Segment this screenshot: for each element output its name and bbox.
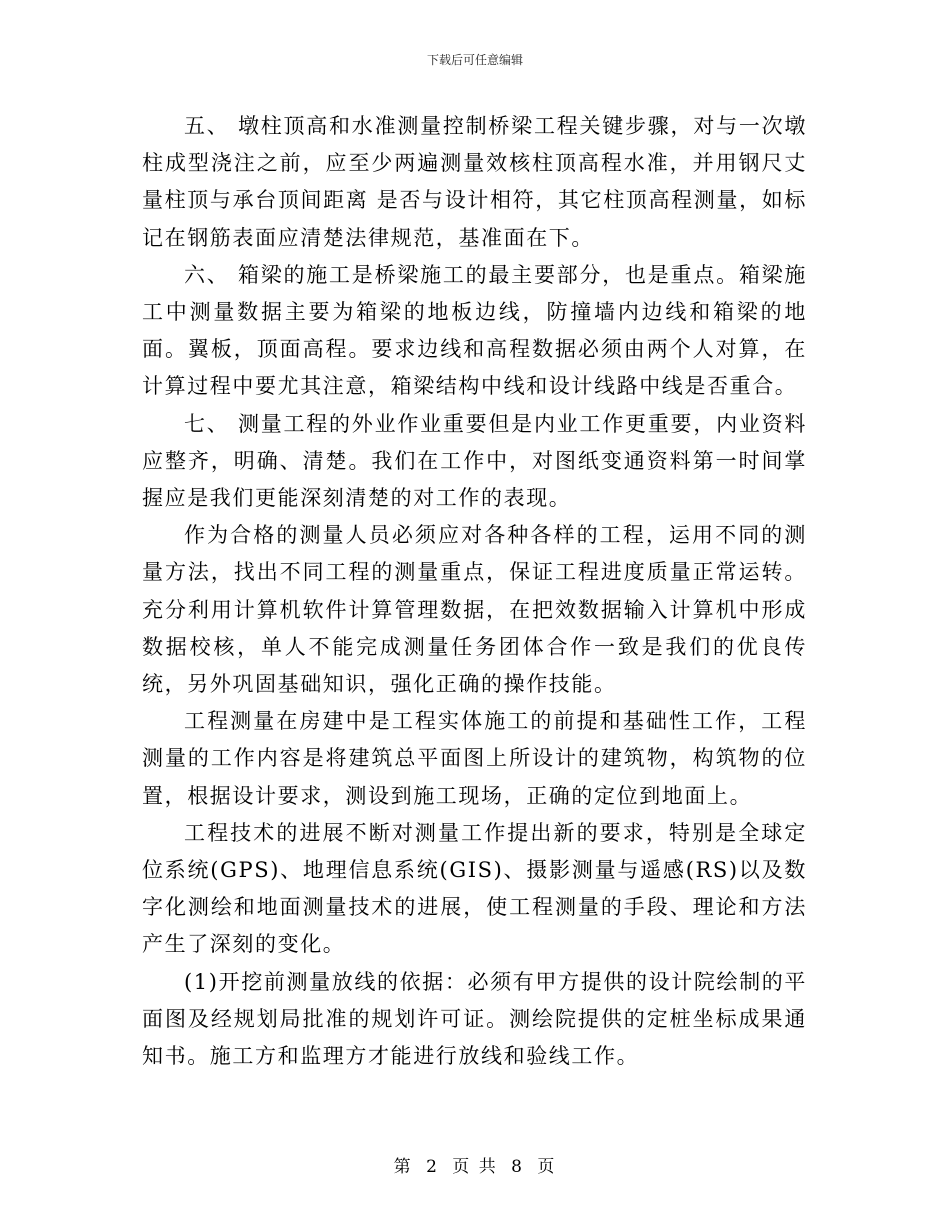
paragraph: 六、 箱梁的施工是桥梁施工的最主要部分，也是重点。箱梁施工中测量数据主要为箱梁的地板边线，防撞墙内边线和箱梁的地面。翼板，顶面高程。要求边线和高程数据必须由两个人对算，在计算过程中要尤其注意，箱梁结构中线和设计线路中线是否重合。 [142, 262, 807, 399]
page-footer [0, 1156, 950, 1178]
paragraph: 作为合格的测量人员必须应对各种各样的工程，运用不同的测量方法，找出不同工程的测量重点，保证工程进度质量正常运转。充分利用计算机软件计算管理数据，在把效数据输入计算机中形成数据校核，单人不能完成测量任务团体合作一致是我们的优良传统，另外巩固基础知识，强化正确的操作技能。 [142, 523, 807, 697]
footer-middle: 页 共 [452, 1157, 498, 1177]
document-body [142, 108, 807, 1075]
footer-suffix: 页 [537, 1157, 557, 1177]
total-page-count: 8 [511, 1157, 524, 1177]
header-note: 下载后可任意编辑 [426, 53, 523, 67]
paragraph: 工程技术的进展不断对测量工作提出新的要求，特别是全球定位系统(GPS)、地理信息系统(GIS)、摄影测量与遥感(RS)以及数字化测绘和地面测量技术的进展，使工程测量的手段、理论和方法产生了深刻的变化。 [142, 820, 807, 957]
footer-prefix: 第 [393, 1157, 413, 1177]
paragraph: 七、 测量工程的外业作业重要但是内业工作更重要，内业资料应整齐，明确、清楚。我们在工作中，对图纸变通资料第一时间掌握应是我们更能深刻清楚的对工作的表现。 [142, 411, 807, 511]
paragraph: (1)开挖前测量放线的依据：必须有甲方提供的设计院绘制的平面图及经规划局批准的规划许可证。测绘院提供的定桩坐标成果通知书。施工方和监理方才能进行放线和验线工作。 [142, 969, 807, 1069]
current-page-number: 2 [426, 1157, 439, 1177]
paragraph: 工程测量在房建中是工程实体施工的前提和基础性工作，工程测量的工作内容是将建筑总平面图上所设计的建筑物，构筑物的位置，根据设计要求，测设到施工现场，正确的定位到地面上。 [142, 709, 807, 808]
paragraph: 五、 墩柱顶高和水准测量控制桥梁工程关键步骤，对与一次墩柱成型浇注之前，应至少两遍测量效核柱顶高程水准，并用钢尺丈量柱顶与承台顶间距离 是否与设计相符，其它柱顶高程测量，如标记在钢筋表面应清楚法律规范，基准面在下。 [142, 114, 807, 250]
